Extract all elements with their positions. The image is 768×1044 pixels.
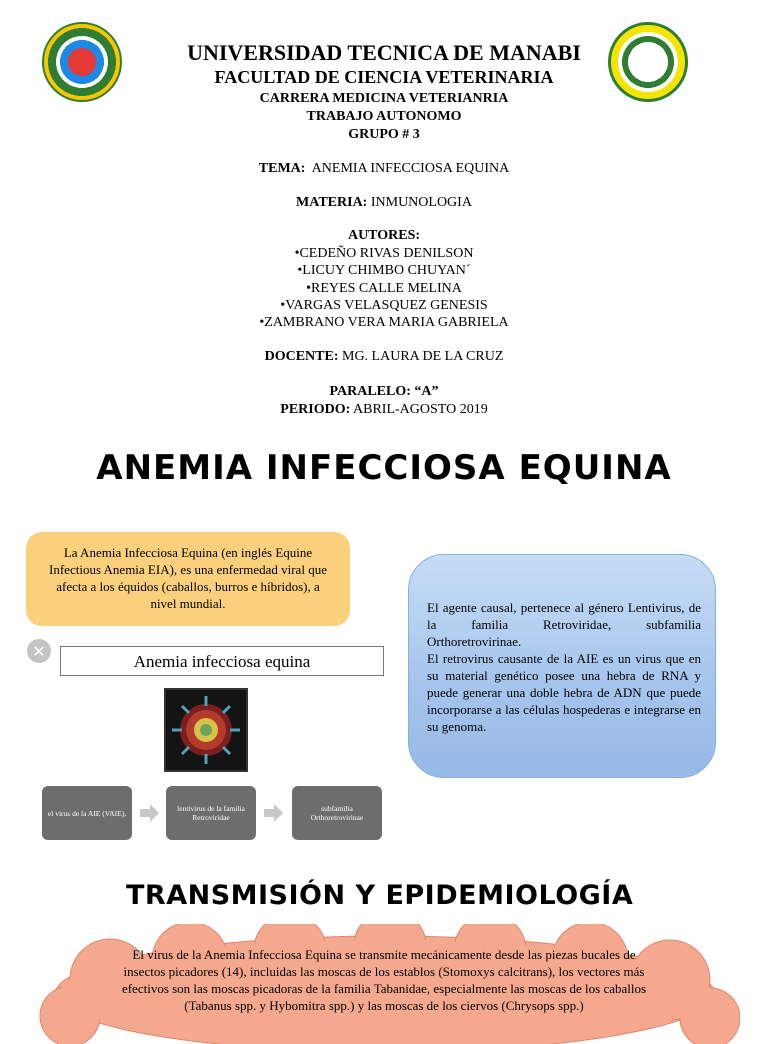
slide-title: ANEMIA INFECCIOSA EQUINA bbox=[96, 448, 672, 488]
docente-label: DOCENTE: bbox=[264, 349, 339, 364]
agent-paragraph-2: El retrovirus causante de la AIE es un virus que en su material genético posee una hebra de RNA y puede generar una doble hebra de ADN que puede incorporarse a las células hospederas e integrarse en su genoma. bbox=[427, 651, 701, 734]
group-number: GRUPO # 3 bbox=[348, 127, 420, 142]
autores-label: AUTORES: bbox=[347, 228, 421, 243]
flow-step-1: el virus de la AIE (VAIE), bbox=[42, 786, 132, 840]
agent-paragraph-1: El agente causal, pertenece al género Lentivirus, de la familia Retroviridae, subfamilia Orthoretrovirinae. bbox=[427, 600, 701, 649]
author-5: •ZAMBRANO VERA MARIA GABRIELA bbox=[259, 315, 509, 330]
paralelo-value: “A” bbox=[414, 384, 439, 399]
transmission-text: El virus de la Anemia Infecciosa Equina se transmite mecánicamente desde las piezas bucales de insectos picadores (14), incluidas las moscas de los establos (Stomoxys calcitrans), los vectores más efectivos son las moscas picadoras de la familia Tabanidae, especialmente las moscas de los caballos (Tabanus spp. y Hybomitra spp.) y las moscas de los ciervos (Chrysops spp.) bbox=[121, 947, 647, 1013]
section-title: TRANSMISIÓN Y EPIDEMIOLOGÍA bbox=[126, 880, 634, 911]
periodo-label: PERIODO: bbox=[280, 402, 351, 417]
flow-step-2: lentivirus de la familia Retroviridae bbox=[166, 786, 256, 840]
tema-line bbox=[0, 161, 768, 177]
flow-step-3: subfamilia Orthoretrovirinae bbox=[292, 786, 382, 840]
faculty-name: FACULTAD DE CIENCIA VETERINARIA bbox=[214, 67, 554, 87]
tema-value: ANEMIA INFECCIOSA EQUINA bbox=[311, 161, 510, 176]
paralelo-line bbox=[0, 384, 768, 400]
author-3: •REYES CALLE MELINA bbox=[306, 281, 462, 296]
career-name: CARRERA MEDICINA VETERIANRIA bbox=[259, 91, 509, 106]
university-name: UNIVERSIDAD TECNICA DE MANABI bbox=[187, 40, 581, 65]
materia-value: INMUNOLOGIA bbox=[370, 195, 472, 210]
virus-illustration bbox=[166, 690, 246, 770]
image-caption: Anemia infecciosa equina bbox=[60, 646, 384, 676]
definition-box: La Anemia Infecciosa Equina (en inglés Equine Infectious Anemia EIA), es una enfermedad viral que afecta a los équidos (caballos, burros e híbridos), a nivel mundial. bbox=[26, 532, 350, 626]
arrow-right-icon bbox=[140, 803, 160, 823]
author-2: •LICUY CHIMBO CHUYAN´ bbox=[297, 263, 471, 278]
tema-label: TEMA: bbox=[258, 161, 306, 176]
author-4: •VARGAS VELASQUEZ GENESIS bbox=[280, 298, 488, 313]
close-icon[interactable]: ✕ bbox=[27, 639, 51, 663]
periodo-line bbox=[0, 402, 768, 418]
materia-label: MATERIA: bbox=[296, 195, 368, 210]
docente-line bbox=[0, 349, 768, 365]
agent-box bbox=[408, 554, 716, 778]
periodo-value: ABRIL-AGOSTO 2019 bbox=[353, 402, 488, 417]
arrow-right-icon bbox=[264, 803, 284, 823]
virus-image bbox=[164, 688, 248, 772]
materia-line bbox=[0, 195, 768, 211]
paralelo-label: PARALELO: bbox=[329, 384, 411, 399]
author-1: •CEDEÑO RIVAS DENILSON bbox=[294, 246, 474, 261]
docente-value: MG. LAURA DE LA CRUZ bbox=[342, 349, 504, 364]
work-type: TRABAJO AUTONOMO bbox=[306, 109, 462, 124]
